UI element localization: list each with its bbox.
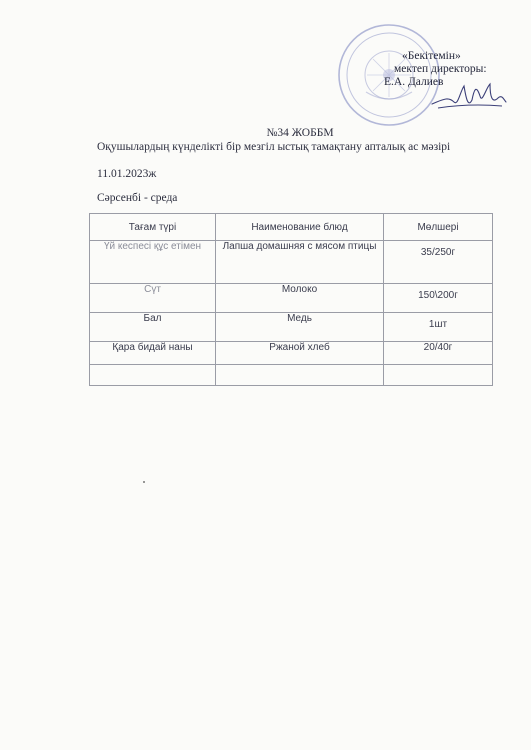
table-cell: Молоко	[216, 284, 384, 313]
table-cell: Медь	[216, 313, 384, 342]
menu-title: Оқушылардың күнделікті бір мезгіл ыстық тамақтану апталық ас мәзірі	[97, 141, 451, 153]
table-cell: 20/40г	[384, 342, 493, 365]
table-row	[90, 284, 493, 313]
school-name: №34 ЖОББМ	[266, 127, 334, 139]
table-cell: Лапша домашняя с мясом птицы	[216, 241, 384, 284]
column-header-dish-name: Наименование блюд	[216, 214, 384, 241]
paper-speck	[143, 481, 145, 483]
table-cell: 35/250г	[384, 241, 493, 284]
table-cell: Ржаной хлеб	[216, 342, 384, 365]
table-cell: Үй кеспесі құс етімен	[90, 241, 216, 284]
table-cell	[90, 365, 216, 386]
table-header-row	[90, 214, 493, 241]
menu-date: 11.01.2023ж	[97, 168, 157, 180]
handwritten-signature	[428, 78, 508, 116]
table-cell: 1шт	[384, 313, 493, 342]
approval-position: мектеп директоры:	[394, 63, 487, 75]
approval-heading: «Бекітемін»	[402, 50, 461, 62]
column-header-dish-type: Тағам түрі	[90, 214, 216, 241]
approval-name: Е.А. Далиев	[384, 76, 444, 88]
table-cell	[384, 365, 493, 386]
table-cell: Қара бидай наны	[90, 342, 216, 365]
table-cell	[216, 365, 384, 386]
table-cell: 150\200г	[384, 284, 493, 313]
table-row	[90, 241, 493, 284]
menu-table	[89, 213, 493, 386]
table-row	[90, 313, 493, 342]
table-cell: Сүт	[90, 284, 216, 313]
table-row	[90, 365, 493, 386]
column-header-amount: Мөлшері	[384, 214, 493, 241]
menu-day: Сәрсенбі - среда	[97, 192, 178, 204]
table-cell: Бал	[90, 313, 216, 342]
table-row	[90, 342, 493, 365]
